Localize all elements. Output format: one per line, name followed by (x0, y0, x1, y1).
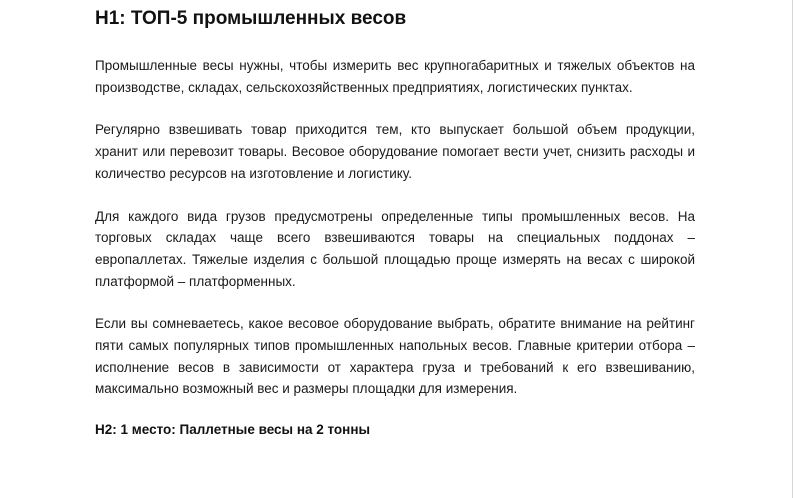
heading-h2: H2: 1 место: Паллетные весы на 2 тонны (95, 422, 371, 438)
document-page (95, 0, 695, 441)
paragraph-intro: Промышленные весы нужны, чтобы измерить вес крупногабаритных и тяжелых объектов на производстве, складах, сельскохозяйственных предприятиях, логистических пунктах. (95, 58, 695, 95)
paragraph-cargo-types: Для каждого вида грузов предусмотрены определенные типы промышленных весов. На торговых складах чаще всего взвешиваются товары на специальных поддонах – европаллетах. Тяжелые изделия с большой площадью проще измерять на весах с широкой платформой – платформенных. (95, 208, 695, 289)
heading-h1: H1: ТОП-5 промышленных весов (95, 8, 407, 29)
paragraph-regular-weighing: Регулярно взвешивать товар приходится тем, кто выпускает большой объем продукции, хранит или перевозит товары. Весовое оборудование помогает вести учет, снизить расходы и количество ресурсов на изготовление и логистику. (95, 122, 695, 181)
paragraph-rating: Если вы сомневаетесь, какое весовое оборудование выбрать, обратите внимание на рейтинг пяти самых популярных типов промышленных напольных весов. Главные критерии отбора – исполнение весов в зависимости от характера груза и требований к его взвешиванию, максимально возможный вес и размеры площадки для измерения. (95, 316, 695, 397)
